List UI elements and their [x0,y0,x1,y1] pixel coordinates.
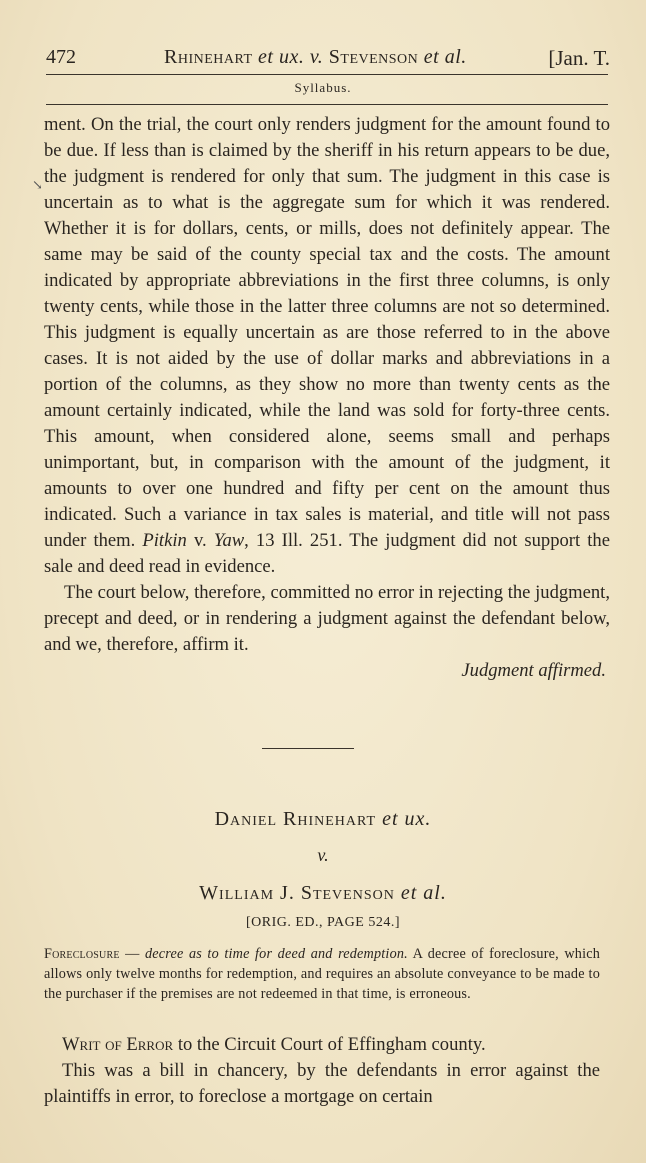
headnote-dash: — [119,946,145,962]
title-etal: et al. [423,46,467,68]
opinion-paragraph [44,112,610,580]
case-statement [44,1032,600,1110]
case-title [0,808,646,931]
judgment-result: Judgment affirmed. [461,660,606,681]
party2-suffix: et al. [400,882,447,904]
opinion-body [44,112,610,684]
writ-text: to the Circuit Court of Effingham county. [173,1034,486,1055]
title-etux: et ux. [258,46,305,68]
case-party2 [0,882,646,905]
headnote-subtopic: decree as to time for deed and redemption. [145,946,408,962]
headnote-topic: Foreclosure [44,946,120,962]
statement-paragraph: This was a bill in chancery, by the defendants in error against the plaintiffs in error, to foreclose a mortgage on certain [44,1060,600,1107]
party1-name: Daniel Rhinehart [214,808,377,830]
headnote [44,944,600,1004]
opinion-conclusion: The court below, therefore, committed no error in rejecting the judgment, precept and deed, or in rendering a judgment against the defendant below, and we, therefore, affirm it. [44,582,610,655]
header-rule [46,74,608,75]
headnote-text: A decree of foreclosure, which allows only twelve months for redemption, and requires an absolute conveyance to be made to the purchaser if the premises are not redeemed in that time, is erroneous. [44,946,601,1002]
running-header [46,42,610,72]
running-title [164,46,467,69]
case-divider [262,748,354,749]
original-page-ref: [ORIG. ED., PAGE 524.] [246,915,400,930]
opinion-text: ment. On the trial, the court only renders judgment for the amount found to be due. If less than is claimed by the sheriff in his return appears to be due, the judgment is rendered for only that sum. The judgment in this case is uncertain as to what is the aggregate sum for which it was rendered. Whether it is for dollars, cents, or mills, does not definitely appear. The same may be said of the county special tax and the costs. The amount indicated by appropriate abbreviations in the first three columns, is only twenty cents, while those in the latter three columns are not so determined. This judgment is equally uncertain as are those referred to in the above cases. It is not aided by the use of dollar marks and abbreviations in a portion of the columns, as they show no more than twenty cents as the amount certainly indicated, while the land was sold for forty-three cents. This amount, when considered alone, seems small and perhaps unimportant, but, in comparison with the amount of the judgment, it amounts to over one hundred and fifty per cent on the amount thus indicated. Such a variance in tax sales is material, and title will not pass under them. [44,114,610,551]
syllabus-label: Syllabus. [294,80,352,95]
title-versus: v. [309,46,324,68]
writ-line [44,1032,600,1058]
party1-suffix: et ux. [382,808,432,830]
citation-party: Yaw [213,530,245,551]
case-party1 [0,808,646,831]
citation-case: Pitkin [142,530,187,551]
page-number: 472 [46,46,76,68]
term-label: [Jan. T. [548,46,610,70]
party2-name: William J. Stevenson [199,882,395,904]
citation-rest: , 13 Ill. 251. The judgment did not support the sale and deed read in evidence. [44,530,610,577]
syllabus-rule [46,104,608,105]
case-versus: v. [317,845,329,865]
margin-mark: ↘ [32,178,43,193]
title-party1: Rhinehart [164,46,253,68]
writ-label: Writ of Error [62,1034,174,1055]
citation-versus: v. [193,530,207,551]
title-party2: Stevenson [328,46,419,68]
